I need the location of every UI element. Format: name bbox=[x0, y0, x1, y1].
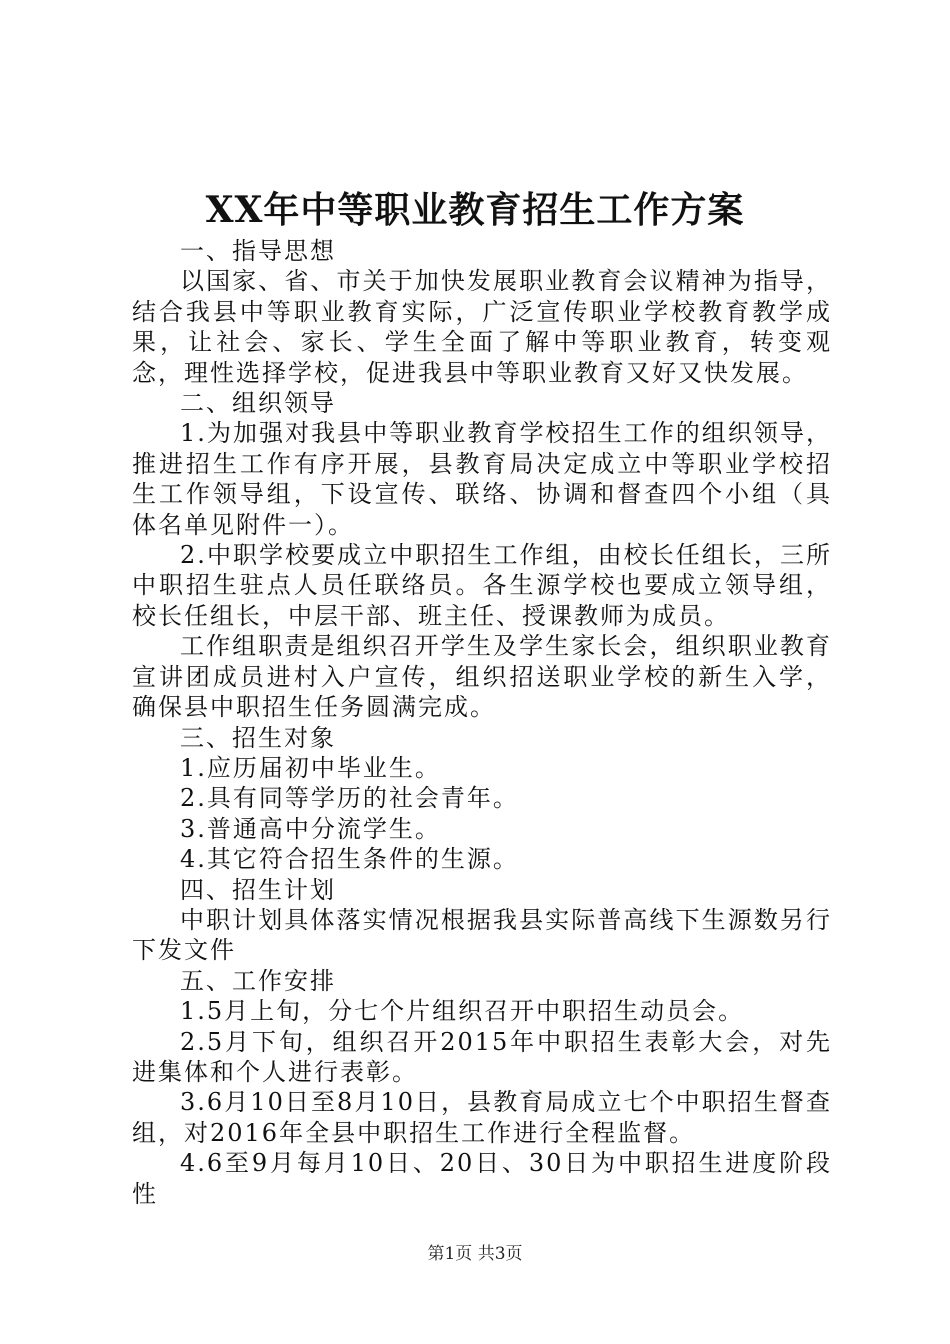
list-item-schedule-4: 4.6至9月每月10日、20日、30日为中职招生进度阶段性 bbox=[132, 1149, 832, 1208]
list-item-schedule-1: 1.5月上旬，分七个片组织召开中职招生动员会。 bbox=[180, 997, 745, 1026]
list-item-target-1: 1.应历届初中毕业生。 bbox=[180, 753, 441, 782]
section-heading-guiding-ideology: 一、指导思想 bbox=[180, 237, 336, 265]
paragraph-guiding-ideology: 以国家、省、市关于加快发展职业教育会议精神为指导，结合我县中等职业教育实际，广泛宣传职业学校教育教学成果，让社会、家长、学生全面了解中等职业教育，转变观念，理性选择学校，促进我县中等职业教育又好又快发展。 bbox=[132, 267, 832, 387]
list-item-schedule-3: 3.6月10日至8月10日，县教育局成立七个中职招生督查组，对2016年全县中职招生工作进行全程监督。 bbox=[132, 1088, 832, 1147]
paragraph-organization-1: 1.为加强对我县中等职业教育学校招生工作的组织领导，推进招生工作有序开展，县教育局决定成立中等职业学校招生工作领导组，下设宣传、联络、协调和督查四个小组（具体名单见附件一）。 bbox=[132, 419, 832, 539]
document-title: XX年中等职业教育招生工作方案 bbox=[205, 189, 745, 231]
paragraph-enrollment-plan: 中职计划具体落实情况根据我县实际普高线下生源数另行下发文件 bbox=[132, 905, 832, 965]
list-item-schedule-2: 2.5月下旬，组织召开2015年中职招生表彰大会，对先进集体和个人进行表彰。 bbox=[132, 1027, 832, 1086]
list-item-target-3: 3.普通高中分流学生。 bbox=[180, 814, 441, 843]
paragraph-organization-2: 2.中职学校要成立中职招生工作组，由校长任组长，三所中职招生驻点人员任联络员。各生源学校也要成立领导组，校长任组长，中层干部、班主任、授课教师为成员。 bbox=[132, 541, 832, 630]
section-heading-enrollment-plan: 四、招生计划 bbox=[180, 875, 336, 904]
section-heading-enrollment-targets: 三、招生对象 bbox=[180, 723, 336, 752]
section-heading-work-schedule: 五、工作安排 bbox=[180, 966, 336, 995]
document-body bbox=[132, 236, 832, 1209]
section-heading-organization: 二、组织领导 bbox=[180, 389, 336, 418]
list-item-target-4: 4.其它符合招生条件的生源。 bbox=[180, 845, 519, 874]
paragraph-working-group-duties: 工作组职责是组织召开学生及学生家长会，组织职业教育宣讲团成员进村入户宣传，组织招送职业学校的新生入学，确保县中职招生任务圆满完成。 bbox=[132, 632, 832, 722]
list-item-target-2: 2.具有同等学历的社会青年。 bbox=[180, 784, 519, 813]
page-footer: 第1页 共3页 bbox=[427, 1244, 523, 1264]
